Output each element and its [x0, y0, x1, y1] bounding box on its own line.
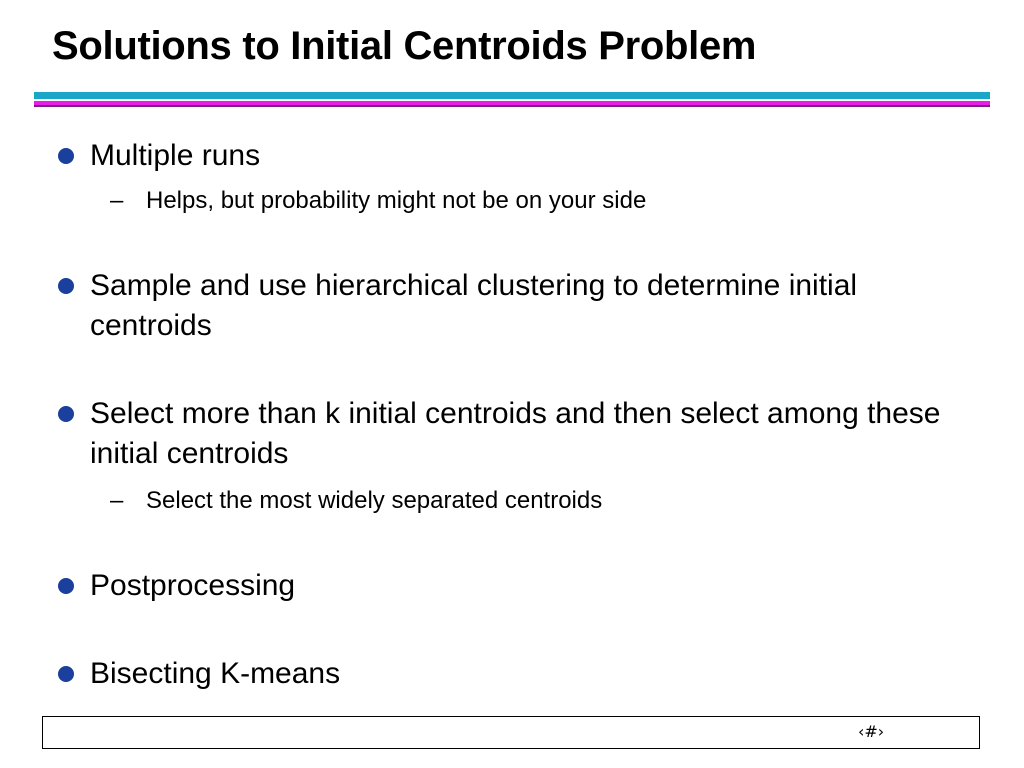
title-underline-teal	[34, 92, 990, 99]
bullet-dot-icon	[58, 578, 74, 594]
bullet-dot-icon	[58, 406, 74, 422]
slide-number: ‹#›	[858, 722, 885, 741]
bullet-text: Postprocessing	[90, 569, 296, 602]
dash-marker: –	[110, 487, 124, 514]
bullet-text: Multiple runs	[90, 139, 261, 172]
dash-marker: –	[110, 187, 124, 214]
footer-box	[42, 716, 980, 749]
bullet-text: Sample and use hierarchical clustering to determine initial centroids	[90, 269, 858, 342]
bullet-text: Bisecting K-means	[90, 657, 341, 690]
title-underline-purple	[34, 105, 990, 107]
bullet-dot-icon	[58, 278, 74, 294]
bullet-dot-icon	[58, 148, 74, 164]
slide-title: Solutions to Initial Centroids Problem	[52, 24, 757, 68]
sub-bullet-text: Helps, but probability might not be on your side	[146, 187, 647, 214]
sub-bullet-text: Select the most widely separated centroids	[146, 487, 603, 514]
bullet-dot-icon	[58, 666, 74, 682]
bullet-text: Select more than k initial centroids and then select among these initial centroids	[90, 397, 941, 470]
